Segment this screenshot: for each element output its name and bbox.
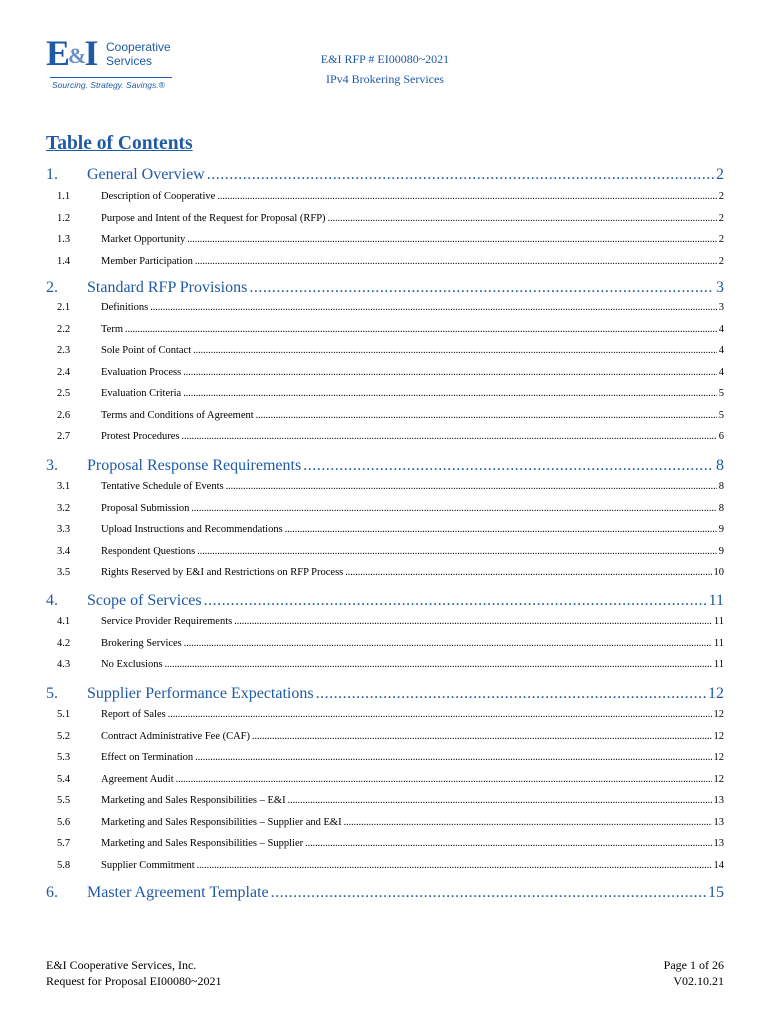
toc-item[interactable] — [57, 638, 724, 654]
toc-section-label: Standard RFP Provisions — [87, 279, 248, 296]
toc-item-page: 9 — [718, 524, 724, 535]
toc-item-page: 2 — [718, 255, 724, 267]
toc-item-label: Report of Sales — [101, 709, 166, 720]
toc-leader-dots — [195, 256, 717, 267]
toc-section-page: 12 — [708, 685, 724, 702]
toc-section-3[interactable] — [46, 457, 724, 479]
logo-mark: E&I — [46, 33, 96, 73]
toc-section-number: 4. — [46, 592, 58, 609]
toc-leader-dots — [150, 302, 717, 313]
toc-item-page: 12 — [713, 752, 724, 763]
toc-item-page: 9 — [718, 545, 724, 557]
toc-section-6[interactable] — [46, 884, 724, 906]
toc-item-label: Agreement Audit — [101, 773, 174, 785]
toc-item-page: 5 — [718, 409, 724, 421]
toc-item-page: 10 — [713, 567, 724, 578]
toc-item-number: 1.4 — [57, 255, 71, 267]
toc-item[interactable] — [57, 616, 724, 632]
toc-leader-dots — [316, 685, 706, 703]
toc-item-number: 5.1 — [57, 709, 71, 720]
toc-item-number: 2.1 — [57, 302, 71, 313]
toc-item-number: 1.2 — [57, 212, 71, 224]
toc-item-page: 12 — [713, 730, 724, 742]
toc-item-label: Description of Cooperative — [101, 191, 216, 202]
toc-item-label: No Exclusions — [101, 659, 163, 670]
toc-item-label: Evaluation Process — [101, 366, 182, 378]
footer-right — [664, 957, 724, 989]
toc-item-label: Service Provider Requirements — [101, 616, 233, 627]
toc-section-2[interactable] — [46, 279, 724, 301]
toc-item-page: 12 — [713, 709, 724, 720]
toc-item-page: 3 — [718, 302, 724, 313]
toc-item-page: 8 — [718, 481, 724, 492]
header-rfp-title: IPv4 Brokering Services — [326, 72, 444, 86]
toc-item-page: 11 — [713, 637, 724, 649]
toc-section-5[interactable] — [46, 685, 724, 707]
toc-leader-dots — [288, 795, 712, 806]
toc-item-label: Sole Point of Contact — [101, 345, 192, 356]
toc-item[interactable] — [57, 752, 724, 768]
toc-leader-dots — [234, 616, 712, 627]
toc-item-label: Marketing and Sales Responsibilities – Supplier — [101, 838, 304, 849]
toc-leader-dots — [195, 752, 711, 763]
toc-item[interactable] — [57, 345, 724, 361]
toc-section-number: 5. — [46, 685, 58, 702]
toc-leader-dots — [125, 324, 717, 335]
toc-leader-dots — [252, 731, 711, 742]
toc-item-number: 3.3 — [57, 524, 71, 535]
toc-item-number: 3.2 — [57, 502, 71, 514]
toc-item-label: Purpose and Intent of the Request for Proposal (RFP) — [101, 212, 326, 224]
toc-item-label: Brokering Services — [101, 637, 182, 649]
toc-leader-dots — [217, 191, 716, 202]
toc-item[interactable] — [57, 546, 724, 562]
toc-item-label: Protest Procedures — [101, 431, 180, 442]
toc-leader-dots — [193, 345, 717, 356]
toc-leader-dots — [197, 546, 717, 557]
toc-item[interactable] — [57, 503, 724, 519]
toc-item-label: Proposal Submission — [101, 502, 190, 514]
toc-leader-dots — [187, 234, 716, 245]
toc-section-page: 3 — [716, 279, 724, 296]
toc-item-number: 2.3 — [57, 345, 71, 356]
toc-leader-dots — [207, 166, 714, 184]
toc-item-page: 5 — [718, 388, 724, 399]
toc-item[interactable] — [57, 817, 724, 833]
toc-item[interactable] — [57, 524, 724, 540]
toc-item-page: 8 — [718, 502, 724, 514]
toc-item-number: 5.2 — [57, 730, 71, 742]
header-rfp-number: E&I RFP # EI00080~2021 — [320, 52, 450, 66]
toc-item-number: 1.1 — [57, 191, 71, 202]
toc-item[interactable] — [57, 256, 724, 272]
toc-leader-dots — [271, 884, 706, 902]
toc-leader-dots — [168, 709, 712, 720]
toc-leader-dots — [191, 503, 716, 514]
toc-title: Table of Contents — [46, 133, 193, 154]
logo-name: Cooperative Services — [106, 40, 171, 68]
toc-item-label: Member Participation — [101, 255, 193, 267]
toc-leader-dots — [204, 592, 707, 610]
toc-item[interactable] — [57, 367, 724, 383]
toc-item-page: 12 — [713, 773, 724, 785]
toc-item[interactable] — [57, 659, 724, 675]
toc-item-label: Definitions — [101, 302, 149, 313]
toc-section-page: 8 — [716, 457, 724, 474]
toc-item-number: 5.3 — [57, 752, 71, 763]
toc-item-page: 11 — [713, 616, 724, 627]
toc-item-number: 5.7 — [57, 838, 71, 849]
toc-item[interactable] — [57, 838, 724, 854]
toc-section-label: General Overview — [87, 166, 205, 183]
toc-section-label: Scope of Services — [87, 592, 202, 609]
toc-section-1[interactable] — [46, 166, 724, 188]
toc-leader-dots — [197, 860, 712, 871]
toc-section-number: 1. — [46, 166, 58, 183]
toc-item[interactable] — [57, 213, 724, 229]
toc-item-page: 14 — [713, 859, 724, 871]
toc-section-4[interactable] — [46, 592, 724, 614]
footer-version: V02.10.21 — [673, 974, 724, 988]
toc-item-number: 5.8 — [57, 859, 71, 871]
toc-section-page: 2 — [716, 166, 724, 183]
toc-item[interactable] — [57, 388, 724, 404]
toc-section-number: 6. — [46, 884, 58, 901]
toc-item-label: Contract Administrative Fee (CAF) — [101, 730, 251, 742]
toc-item-page: 13 — [713, 816, 724, 828]
footer-company: E&I Cooperative Services, Inc. — [46, 958, 197, 972]
toc-item-number: 5.5 — [57, 795, 71, 806]
toc-item-label: Marketing and Sales Responsibilities – Supplier and E&I — [101, 816, 342, 828]
document-header — [0, 49, 770, 89]
toc-item-label: Effect on Termination — [101, 752, 194, 763]
toc-item-page: 13 — [713, 795, 724, 806]
toc-item[interactable] — [57, 709, 724, 725]
footer-left — [46, 957, 221, 989]
toc-item-label: Upload Instructions and Recommendations — [101, 524, 283, 535]
toc-item-number: 1.3 — [57, 234, 71, 245]
toc-item[interactable] — [57, 731, 724, 747]
toc-item-number: 5.4 — [57, 773, 71, 785]
toc-leader-dots — [183, 367, 717, 378]
toc-leader-dots — [303, 457, 714, 475]
toc-item-number: 3.5 — [57, 567, 71, 578]
toc-item-label: Term — [101, 323, 124, 335]
toc-item-page: 11 — [713, 659, 724, 670]
toc-item-label: Evaluation Criteria — [101, 388, 182, 399]
toc-item-page: 2 — [718, 234, 724, 245]
toc-leader-dots — [305, 838, 711, 849]
toc-item-number: 3.1 — [57, 481, 71, 492]
toc-leader-dots — [249, 279, 714, 297]
toc-item[interactable] — [57, 795, 724, 811]
toc-item-number: 5.6 — [57, 816, 71, 828]
toc-section-number: 3. — [46, 457, 58, 474]
toc-section-label: Supplier Performance Expectations — [87, 685, 314, 702]
toc-item-label: Rights Reserved by E&I and Restrictions on RFP Process — [101, 567, 344, 578]
toc-item-number: 2.4 — [57, 366, 71, 378]
toc-item-number: 4.2 — [57, 637, 71, 649]
toc-leader-dots — [345, 567, 711, 578]
toc-section-page: 11 — [708, 592, 724, 609]
toc-item-page: 2 — [718, 191, 724, 202]
toc-item[interactable] — [57, 860, 724, 876]
toc-leader-dots — [165, 659, 712, 670]
toc-leader-dots — [181, 431, 716, 442]
toc-leader-dots — [344, 817, 712, 828]
toc-section-page: 15 — [708, 884, 724, 901]
toc-item-page: 2 — [718, 212, 724, 224]
toc-leader-dots — [328, 213, 717, 224]
toc-item[interactable] — [57, 324, 724, 340]
toc-item-number: 4.3 — [57, 659, 71, 670]
toc-leader-dots — [226, 481, 717, 492]
toc-item[interactable] — [57, 410, 724, 426]
toc-item[interactable] — [57, 234, 724, 250]
toc-section-label: Master Agreement Template — [87, 884, 269, 901]
toc-item-page: 4 — [718, 366, 724, 378]
toc-leader-dots — [176, 774, 712, 785]
toc-item-label: Respondent Questions — [101, 545, 196, 557]
toc-item-page: 13 — [713, 838, 724, 849]
toc-item-number: 2.2 — [57, 323, 71, 335]
toc-item[interactable] — [57, 431, 724, 447]
toc-item-label: Terms and Conditions of Agreement — [101, 409, 254, 421]
toc-item-number: 4.1 — [57, 616, 71, 627]
logo-tagline: Sourcing. Strategy. Savings.® — [52, 80, 165, 90]
toc-item[interactable] — [57, 567, 724, 583]
toc-leader-dots — [184, 638, 712, 649]
toc-section-number: 2. — [46, 279, 58, 296]
toc-item[interactable] — [57, 191, 724, 207]
toc-item-number: 2.6 — [57, 409, 71, 421]
toc-section-label: Proposal Response Requirements — [87, 457, 302, 474]
toc-item-label: Market Opportunity — [101, 234, 186, 245]
toc-item-page: 4 — [718, 323, 724, 335]
toc-item-label: Marketing and Sales Responsibilities – E&I — [101, 795, 286, 806]
toc-item-label: Tentative Schedule of Events — [101, 481, 224, 492]
toc-item[interactable] — [57, 481, 724, 497]
toc-item[interactable] — [57, 774, 724, 790]
toc-item-page: 4 — [718, 345, 724, 356]
toc-leader-dots — [285, 524, 717, 535]
toc-leader-dots — [256, 410, 717, 421]
toc-item[interactable] — [57, 302, 724, 318]
toc-item-number: 2.5 — [57, 388, 71, 399]
toc-item-page: 6 — [718, 431, 724, 442]
toc-item-label: Supplier Commitment — [101, 859, 195, 871]
footer-rfp: Request for Proposal EI00080~2021 — [46, 974, 222, 988]
toc-item-number: 2.7 — [57, 431, 71, 442]
toc-leader-dots — [183, 388, 717, 399]
toc-item-number: 3.4 — [57, 545, 71, 557]
footer-page-number: Page 1 of 26 — [663, 958, 724, 972]
